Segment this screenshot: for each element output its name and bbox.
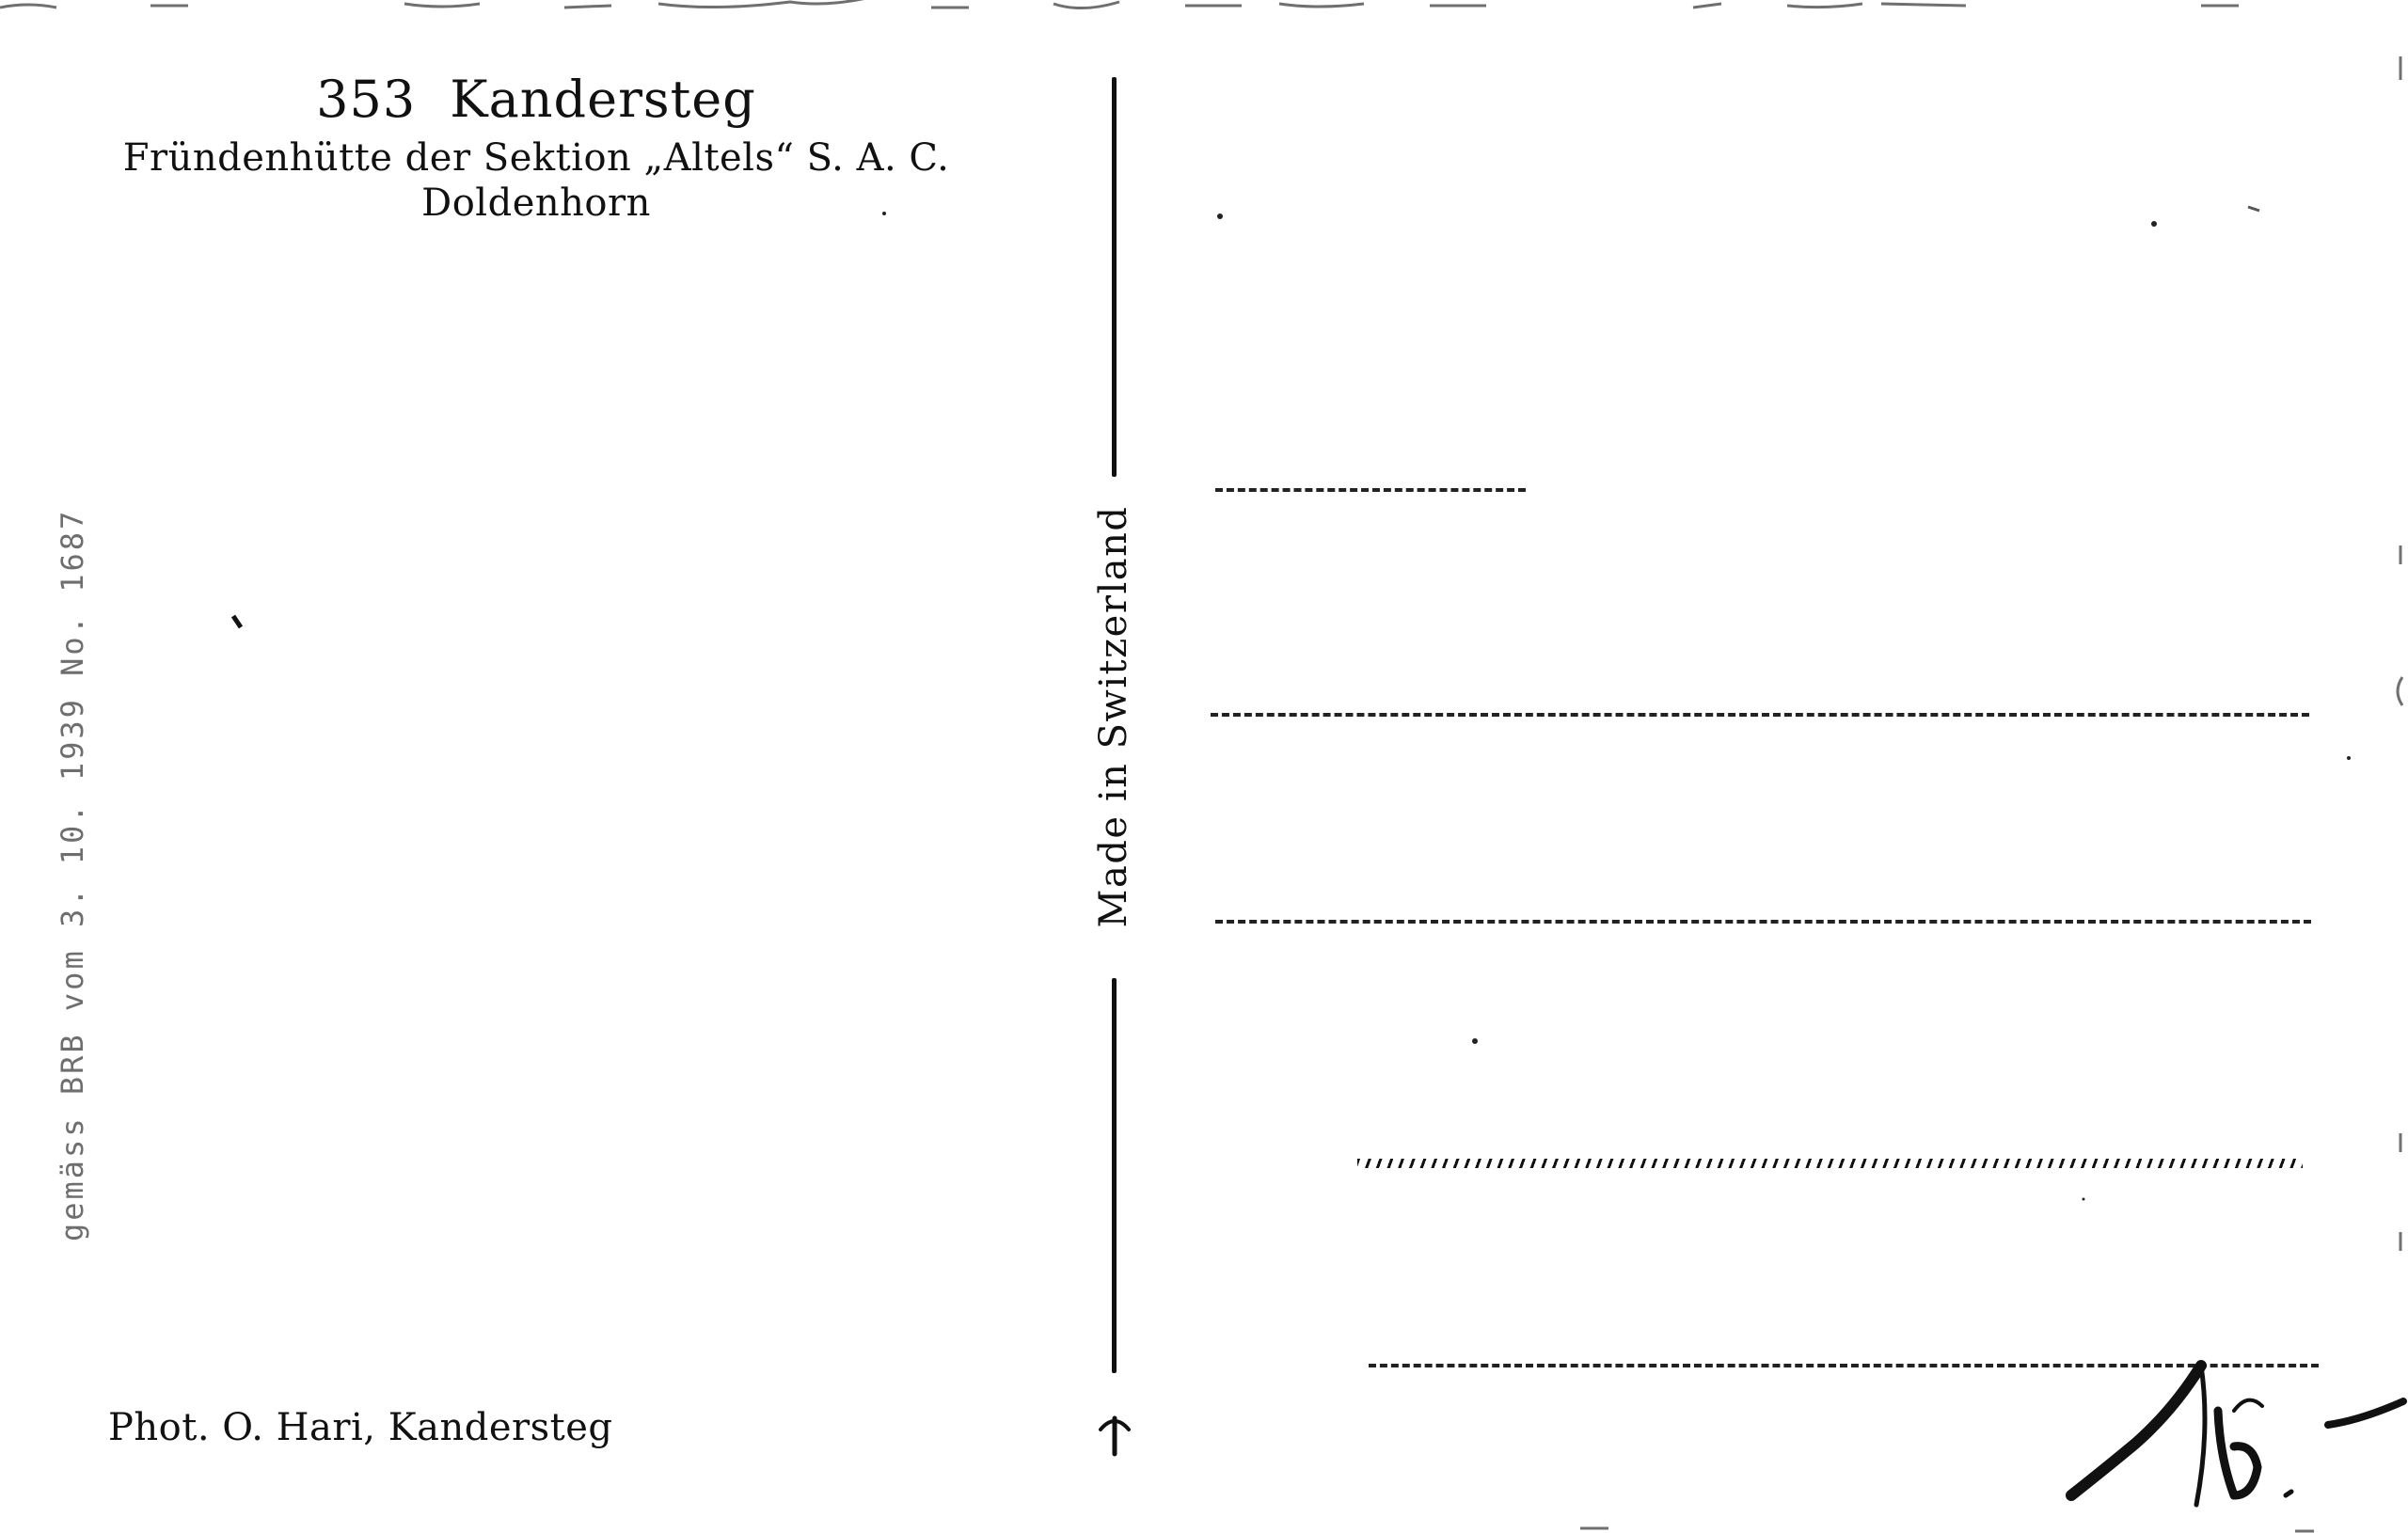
censorship-stamp: gemäss BRB vom 3. 10. 1939 No. 1687 (55, 508, 90, 1241)
address-line-4 (1357, 1159, 2303, 1168)
handwritten-price (2060, 1354, 2408, 1514)
caption-mountain: Doldenhorn (421, 182, 651, 226)
caption-subtitle: Fründenhütte der Sektion „Altels“ S. A. C. (122, 136, 950, 181)
photographer-credit: Phot. O. Hari, Kandersteg (108, 1406, 613, 1449)
anchor-icon (1097, 1411, 1133, 1458)
card-number: 353 (316, 70, 417, 129)
address-line-1 (1215, 488, 1526, 492)
made-in-label: Made in Switzerland (1092, 505, 1135, 928)
address-line-2 (1211, 713, 2309, 717)
caption-block (94, 71, 978, 225)
divider-line-top (1112, 77, 1117, 477)
place-name: Kandersteg (450, 70, 756, 129)
divider-line-bottom (1112, 978, 1117, 1373)
caption-title (94, 71, 978, 129)
address-line-3 (1215, 920, 2311, 924)
